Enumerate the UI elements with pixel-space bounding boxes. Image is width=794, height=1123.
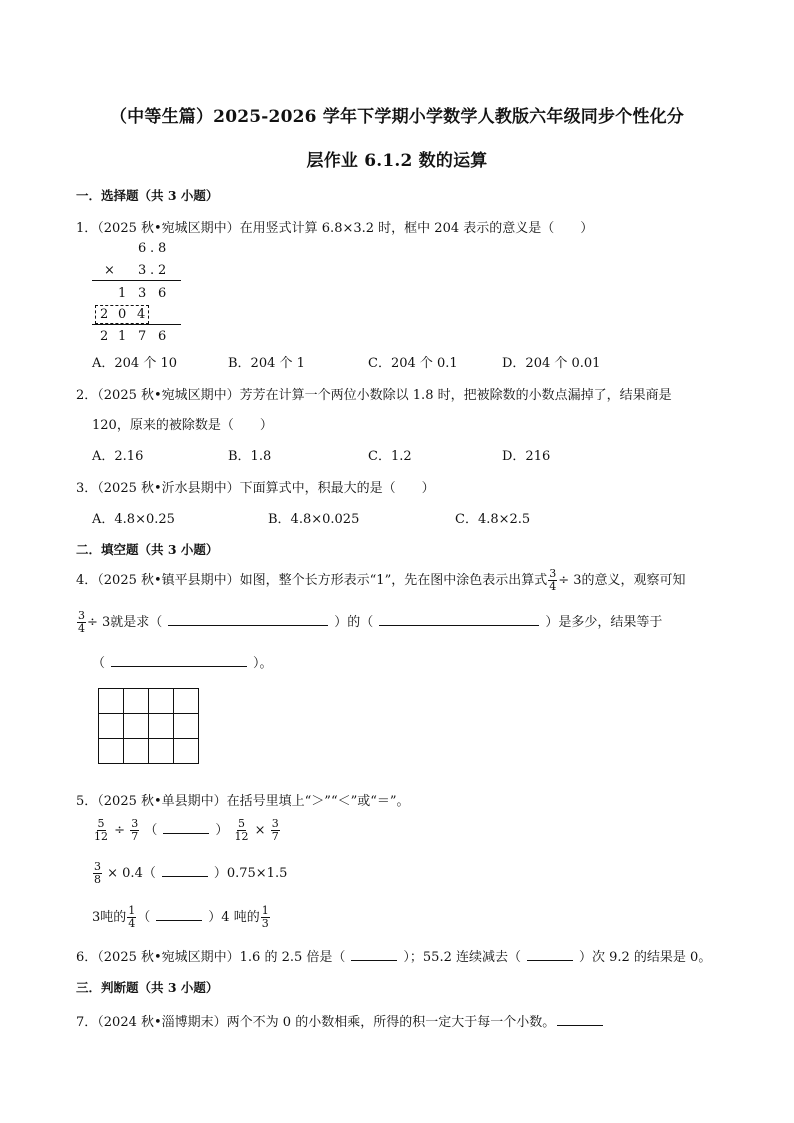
question-2-stem-line1: 2．（2025 秋•宛城区期中）芳芳在计算一个两位小数除以 1.8 时，把被除数的小数点漏掉了，结果商是 xyxy=(76,388,672,403)
denominator: 7 xyxy=(131,830,139,843)
denominator: 12 xyxy=(94,830,108,843)
calc-digit: 1 xyxy=(118,286,127,301)
calc-digit: 8 xyxy=(158,241,167,256)
q6-text: 6．（2025 秋•宛城区期中）1.6 的 2.5 倍是（ xyxy=(76,950,346,965)
calc-digit: 2 xyxy=(100,329,109,344)
answer-blank[interactable] xyxy=(168,612,328,626)
fraction xyxy=(261,905,270,930)
open-paren: （ xyxy=(92,656,106,671)
numerator: 1 xyxy=(128,904,136,917)
answer-blank[interactable] xyxy=(163,820,209,834)
grid-cell[interactable] xyxy=(174,739,199,764)
grid-cell[interactable] xyxy=(174,689,199,714)
numerator: 5 xyxy=(238,817,245,830)
numerator: 3 xyxy=(271,817,279,830)
grid-cell[interactable] xyxy=(149,689,174,714)
question-1-stem: 1．（2025 秋•宛城区期中）在用竖式计算 6.8×3.2 时，框中 204 表示的意义是（ ） xyxy=(76,221,594,236)
answer-blank[interactable] xyxy=(351,947,397,961)
q5-text: ）4 吨的 xyxy=(208,910,260,925)
grid-cell[interactable] xyxy=(174,714,199,739)
numerator: 3 xyxy=(94,860,101,873)
denominator: 4 xyxy=(549,580,557,593)
question-4-stem-line2 xyxy=(76,610,662,635)
q5-row-1 xyxy=(92,815,281,847)
q2-option-c: C．1.2 xyxy=(368,449,412,464)
calc-digit: 2 xyxy=(100,307,109,322)
grid-cell[interactable] xyxy=(124,689,149,714)
q1-option-c: C．204 个 0.1 xyxy=(368,356,458,371)
numerator: 1 xyxy=(261,904,269,917)
answer-blank[interactable] xyxy=(162,863,208,877)
denominator: 12 xyxy=(234,830,249,843)
q5-text: × 0.4（ xyxy=(107,866,156,881)
calc-digit: 4 xyxy=(137,307,146,322)
q6-text: ）次 9.2 的结果是 0。 xyxy=(578,950,712,965)
grid-cell[interactable] xyxy=(99,714,124,739)
calc-times: × xyxy=(104,263,115,278)
divide-sign: ÷ xyxy=(114,823,126,838)
calc-digit: 6 xyxy=(158,329,167,344)
answer-blank[interactable] xyxy=(111,653,247,667)
numerator: 3 xyxy=(131,817,139,830)
question-4-stem-line3 xyxy=(92,652,273,671)
denominator: 4 xyxy=(128,917,136,930)
q3-option-c: C．4.8×2.5 xyxy=(455,512,531,527)
answer-blank[interactable] xyxy=(379,612,539,626)
numerator: 5 xyxy=(97,817,105,830)
numerator: 3 xyxy=(549,567,557,580)
q3-option-b: B．4.8×0.025 xyxy=(268,512,360,527)
q4-text: ）的（ xyxy=(334,615,374,630)
q4-text: 4．（2025 秋•镇平县期中）如图，整个长方形表示“1”，先在图中涂色表示出算式 xyxy=(76,573,548,588)
close-paren: ） xyxy=(215,823,229,838)
q3-option-a: A．4.8×0.25 xyxy=(92,512,175,527)
grid-cell[interactable] xyxy=(124,714,149,739)
calc-point: . xyxy=(150,241,155,256)
calc-digit: 3 xyxy=(138,286,147,301)
section-heading-choice: 一．选择题（共 3 小题） xyxy=(76,188,219,203)
answer-blank[interactable] xyxy=(557,1012,603,1026)
grid-cell[interactable] xyxy=(124,739,149,764)
calc-digit: 0 xyxy=(118,307,127,322)
denominator: 8 xyxy=(94,873,101,886)
grid-cell[interactable] xyxy=(99,739,124,764)
fraction xyxy=(93,818,109,843)
q5-row-2 xyxy=(92,858,287,890)
open-paren: （ xyxy=(144,823,158,838)
calc-rule xyxy=(92,324,181,325)
q6-text: ）；55.2 连续减去（ xyxy=(403,950,521,965)
rectangle-grid[interactable] xyxy=(98,688,199,764)
calc-digit: 2 xyxy=(158,263,167,278)
question-6-stem xyxy=(76,946,711,965)
fraction xyxy=(93,861,102,886)
calc-digit: 3 xyxy=(138,263,147,278)
calc-digit: 6 xyxy=(138,241,147,256)
calc-digit: 1 xyxy=(118,329,127,344)
q1-option-d: D．204 个 0.01 xyxy=(502,356,601,371)
denominator: 4 xyxy=(78,622,85,635)
page-title-line-2: 层作业 6.1.2 数的运算 xyxy=(306,151,488,171)
question-4-stem-line1 xyxy=(76,568,686,593)
calc-digit: 7 xyxy=(138,329,147,344)
fraction xyxy=(548,568,557,593)
vertical-multiplication xyxy=(92,240,192,350)
grid-cell[interactable] xyxy=(99,689,124,714)
calc-point: . xyxy=(150,263,155,278)
question-2-stem-line2: 120，原来的被除数是（ ） xyxy=(92,418,273,433)
grid-cell[interactable] xyxy=(149,714,174,739)
question-7-stem xyxy=(76,1011,609,1030)
calc-rule xyxy=(92,280,181,281)
numerator: 3 xyxy=(78,609,85,622)
fraction xyxy=(130,818,139,843)
q5-text: 3吨的 xyxy=(92,910,127,925)
q2-option-a: A．2.16 xyxy=(92,449,144,464)
answer-blank[interactable] xyxy=(156,907,202,921)
answer-blank[interactable] xyxy=(527,947,573,961)
q5-text: ）0.75×1.5 xyxy=(213,866,288,881)
q4-text: ÷ 3就是求（ xyxy=(87,615,163,630)
calc-digit: 6 xyxy=(158,286,167,301)
q1-option-b: B．204 个 1 xyxy=(228,356,305,371)
denominator: 7 xyxy=(271,830,279,843)
times-sign: × xyxy=(254,823,266,838)
fraction xyxy=(234,818,250,843)
section-heading-judge: 三．判断题（共 3 小题） xyxy=(76,980,219,995)
fraction xyxy=(77,610,86,635)
fraction xyxy=(127,905,136,930)
section-heading-fill: 二．填空题（共 3 小题） xyxy=(76,542,219,557)
grid-cell[interactable] xyxy=(149,739,174,764)
q5-text: （ xyxy=(137,910,151,925)
fraction xyxy=(271,818,280,843)
q2-option-b: B．1.8 xyxy=(228,449,272,464)
q4-text: ）是多少，结果等于 xyxy=(545,615,663,630)
q4-text: ÷ 3的意义，观察可知 xyxy=(558,573,686,588)
q5-row-3 xyxy=(92,902,271,934)
denominator: 3 xyxy=(261,917,269,930)
q2-option-d: D．216 xyxy=(502,449,551,464)
q1-option-a: A．204 个 10 xyxy=(92,356,178,371)
q7-text: 7．（2024 秋•淄博期末）两个不为 0 的小数相乘，所得的积一定大于每一个小数。 xyxy=(76,1015,556,1030)
close-paren: ）。 xyxy=(253,656,273,671)
page-title-line-1: （中等生篇）2025-2026 学年下学期小学数学人教版六年级同步个性化分 xyxy=(109,107,684,127)
question-5-stem: 5．（2025 秋•单县期中）在括号里填上“＞”“＜”或“＝”。 xyxy=(76,794,410,809)
question-3-stem: 3．（2025 秋•沂水县期中）下面算式中，积最大的是（ ） xyxy=(76,481,435,496)
